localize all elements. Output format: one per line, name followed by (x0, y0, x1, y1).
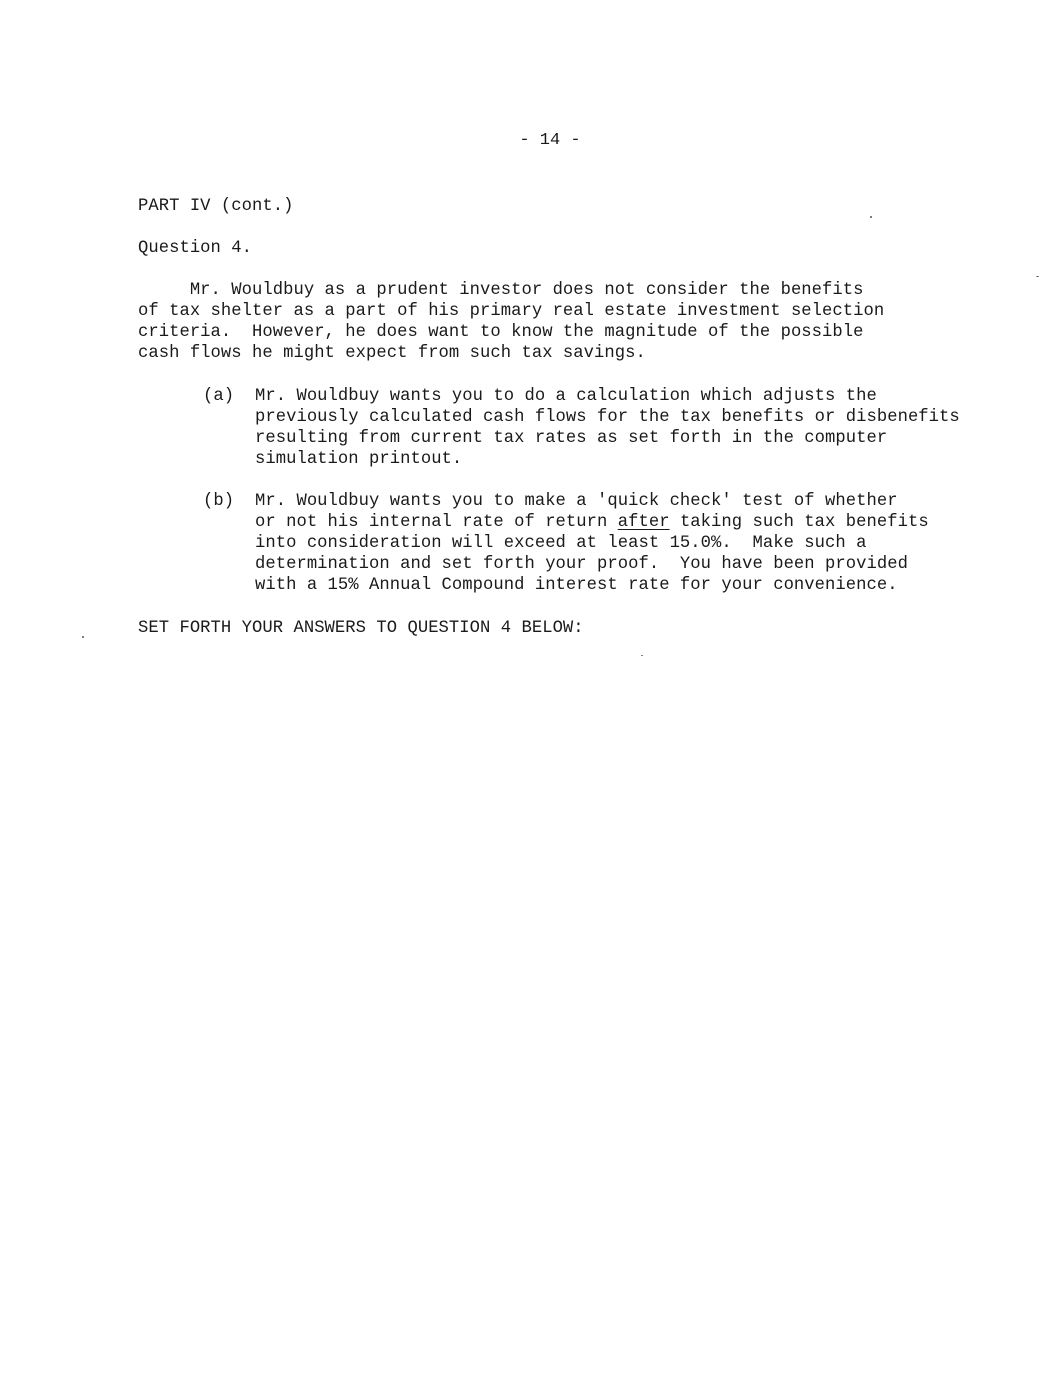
item-line-with-emphasis (255, 512, 929, 533)
question-heading: Question 4. (138, 239, 253, 258)
intro-line: of tax shelter as a part of his primary real estate investment selection (138, 302, 885, 321)
item-text-segment: taking such tax benefits (669, 513, 929, 532)
scan-speck (641, 655, 643, 656)
answer-prompt: SET FORTH YOUR ANSWERS TO QUESTION 4 BELOW: (138, 619, 584, 638)
item-label: (a) (203, 387, 235, 406)
section-heading: PART IV (cont.) (138, 197, 294, 216)
scan-speck (870, 216, 872, 218)
item-line: into consideration will exceed at least 15.0%. Make such a (255, 534, 867, 553)
item-line: with a 15% Annual Compound interest rate for your convenience. (255, 576, 898, 595)
item-line: Mr. Wouldbuy wants you to make a 'quick check' test of whether (255, 492, 898, 511)
item-label: (b) (203, 492, 235, 511)
intro-line: cash flows he might expect from such tax savings. (138, 344, 646, 363)
item-line: determination and set forth your proof. You have been provided (255, 555, 908, 574)
intro-line: criteria. However, he does want to know the magnitude of the possible (138, 323, 864, 342)
intro-line: Mr. Wouldbuy as a prudent investor does not consider the benefits (138, 281, 864, 300)
item-line: Mr. Wouldbuy wants you to do a calculation which adjusts the (255, 387, 877, 406)
emphasized-word: after (617, 513, 670, 532)
item-line: previously calculated cash flows for the tax benefits or disbenefits (255, 408, 960, 427)
item-line: resulting from current tax rates as set forth in the computer (255, 429, 888, 448)
item-line: simulation printout. (255, 450, 463, 469)
page-number: - 14 - (519, 131, 581, 150)
scan-speck (82, 636, 84, 638)
scan-speck (1036, 276, 1039, 277)
item-text-segment: or not his internal rate of return (255, 513, 618, 532)
